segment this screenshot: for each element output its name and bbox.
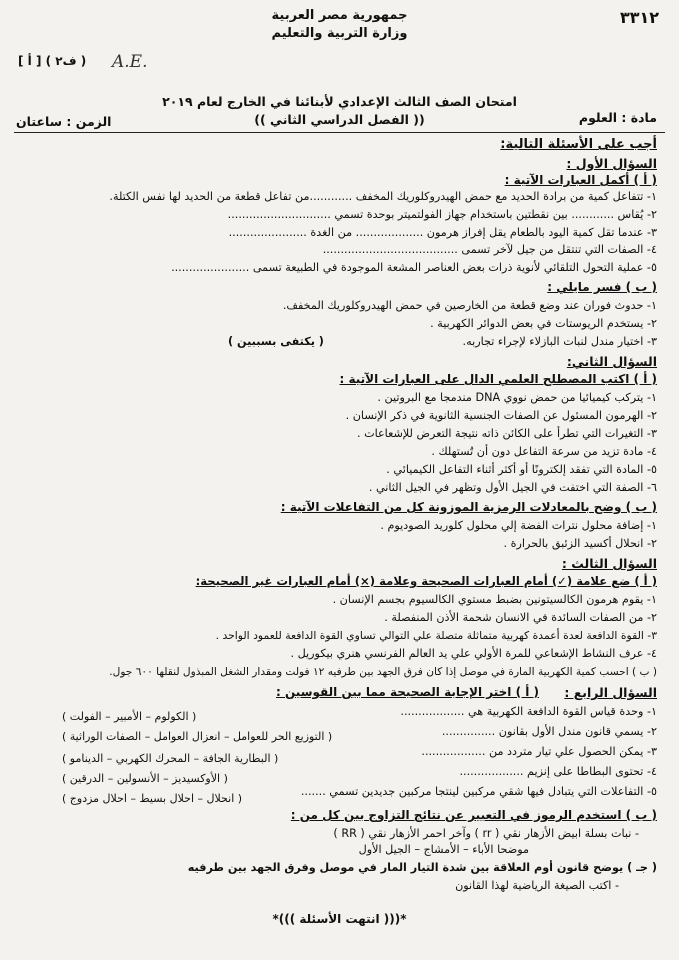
q4-a-choices: ( الكولوم – الأمبير – الفولت ) (62, 710, 197, 723)
q4-b-line1: - نبات بسلة ابيض الأزهار نقي ( rr ) وآخر احمر الأزهار نقي ( RR ) (333, 827, 639, 840)
q3-b-text: ( ب ) احسب كمية الكهربية المارة في موصل إذا كان فرق الجهد بين طرفيه ١٢ فولت ومقدار الشغل المبذول لنقلها ٦٠٠ جول. (109, 666, 657, 678)
q1-a-item: ٤- الصفات التي تنتقل من جيل لآخر تسمى ...................................... (322, 243, 657, 256)
q4-b-line2: موضحا الأباء – الأمشاج – الجيل الأول (358, 843, 529, 856)
q2-title: السؤال الثاني: (566, 354, 657, 369)
exam-end-note: *((( انتهت الأسئلة )))* (272, 912, 407, 926)
q2-a-item: ٤- مادة تزيد من سرعة التفاعل دون أن تُستهلك . (431, 445, 657, 458)
q4-a-item: ٢- يسمي قانون مندل الأول بقانون ............... (441, 725, 657, 738)
q4-a-choices: ( انحلال – احلال بسيط – احلال مزدوج ) (62, 792, 243, 805)
q4-c-title: ( جـ ) يوضح قانون أوم العلاقة بين شدة التيار المار في موصل وفرق الجهد بين طرفيه (187, 861, 657, 874)
q1-a-title: ( أ ) أكمل العبارات الآتية : (504, 173, 657, 187)
q1-a-item: ٢- يُقاس ............ بين نقطتين باستخدام جهاز الفولتميتر بوحدة تسمي ............................. (227, 208, 657, 221)
q1-b-note: ( يكتفى بسببين ) (228, 335, 324, 348)
header-divider (14, 132, 665, 133)
q2-b-item: ١- إضافة محلول نترات الفضة إلي محلول كلوريد الصوديوم . (380, 519, 657, 532)
q3-a-item: ٣- القوة الدافعة لعدة أعمدة كهربية متماثلة متصلة علي التوالي تساوي القوة الدافعة للعمود الواحد . (215, 629, 657, 642)
q4-b-title: ( ب ) استخدم الرموز في التعبير عن نتائج التزاوج بين كل من : (290, 808, 657, 822)
q2-b-title: ( ب ) وضح بالمعادلات الرمزية الموزونة كل من التفاعلات الآتية : (280, 500, 657, 514)
q1-b-item: ٣- اختيار مندل لنبات البازلاء لإجراء تجاربه. (462, 335, 657, 348)
q1-a-item: ١- تتفاعل كمية من برادة الحديد مع حمض الهيدروكلوريك المخفف ............من تفاعل قطعة من الحديد لها نفس الكتلة. (109, 190, 657, 203)
q3-a-item: ٢- من الصفات السائدة في الانسان شحمة الأذن المنفصلة . (384, 611, 657, 624)
q3-a-title: ( أ ) ضع علامة (✓) أمام العبارات الصحيحة وعلامة (×) أمام العبارات غير الصحيحة: (195, 574, 657, 588)
q3-a-item: ١- يقوم هرمون الكالسيتونين بضبط مستوي الكالسيوم بجسم الإنسان . (332, 593, 657, 606)
q2-a-item: ٣- التغيرات التي تطرأ على الكائن ذاته نتيجة التعرض للإشعاعات . (356, 427, 657, 440)
term-label: (( الفصل الدراسي الثاني )) (254, 112, 425, 127)
q2-a-item: ٢- الهرمون المسئول عن الصفات الجنسية الثانوية في ذكر الإنسان . (345, 409, 657, 422)
q4-a-item: ٤- تحتوى البطاطا على إنزيم .................. (459, 765, 657, 778)
q4-a-item: ١- وحدة قياس القوة الدافعة الكهربية هي .................. (400, 705, 657, 718)
q4-title: السؤال الرابع : (564, 685, 657, 700)
q1-b-item: ٢- يستخدم الريوستات في بعض الدوائر الكهربية . (430, 317, 657, 330)
q1-b-title: ( ب ) فسر مايلي : (547, 280, 657, 294)
exam-title: امتحان الصف الثالث الإعدادي لأبنائنا في الخارج لعام ٢٠١٩ (162, 94, 517, 109)
instruction: أجب على الأسئلة التالية: (500, 137, 657, 152)
q4-a-item: ٥- التفاعلات التي يتبادل فيها شقي مركبين لينتجا مركبين جديدين تسمي ....... (300, 785, 657, 798)
q2-a-item: ١- يتركب كيميائيا من حمض نووي DNA مندمجا مع البروتين . (377, 391, 657, 404)
q2-a-item: ٦- الصفة التي اختفت في الجيل الأول وتظهر في الجيل الثاني . (368, 481, 657, 494)
q1-b-item: ١- حدوث فوران عند وضع قطعة من الخارصين في حمض الهيدروكلوريك المخفف. (282, 299, 657, 312)
ministry-title: وزارة التربية والتعليم (271, 26, 408, 41)
subject-label: مادة : العلوم (578, 110, 657, 125)
q4-a-choices: ( البطارية الجافة – المحرك الكهربي – الدينامو ) (62, 752, 279, 765)
q3-title: السؤال الثالث : (561, 556, 657, 571)
republic-title: جمهورية مصر العربية (271, 8, 408, 23)
handwritten-note: A.E. (112, 52, 148, 72)
exam-code: ٣٣١٢ (619, 8, 659, 27)
q1-title: السؤال الأول : (566, 156, 657, 171)
q1-a-item: ٥- عملية التحول التلقائي لأنوية ذرات بعض العناصر المشعة الموجودة في الطبيعة تسمى ...................... (171, 261, 657, 274)
q4-a-item: ٣- يمكن الحصول علي تيار متردد من .................. (421, 745, 657, 758)
q4-c-line: - اكتب الصيغة الرياضية لهذا القانون (455, 879, 619, 892)
q4-a-choices: ( الأوكسيديز – الأنسولين – الدرقين ) (62, 772, 228, 785)
time-label: الزمن : ساعتان (16, 114, 112, 129)
form-code: ( ف٢ ) [ أ ] (18, 54, 87, 68)
q3-a-item: ٤- عرف النشاط الإشعاعي للمرة الأولي علي يد العالم الفرنسي هنري بيكوريل . (290, 647, 657, 660)
q4-a-title: ( أ ) اختر الإجابة الصحيحة مما بين القوسين : (276, 685, 539, 699)
q2-a-title: ( أ ) اكتب المصطلح العلمي الدال على العبارات الآتية : (339, 372, 657, 386)
q4-a-choices: ( التوزيع الحر للعوامل – انعزال العوامل – الصفات الوراثية ) (62, 730, 333, 743)
q2-b-item: ٢- انحلال أكسيد الزئبق بالحرارة . (503, 537, 657, 550)
q1-a-item: ٣- عندما تقل كمية اليود بالطعام يقل إفراز هرمون ................... من الغدة ...................... (228, 226, 657, 239)
q2-a-item: ٥- المادة التي تفقد إلكترونًا أو أكثر أثناء التفاعل الكيميائي . (386, 463, 657, 476)
